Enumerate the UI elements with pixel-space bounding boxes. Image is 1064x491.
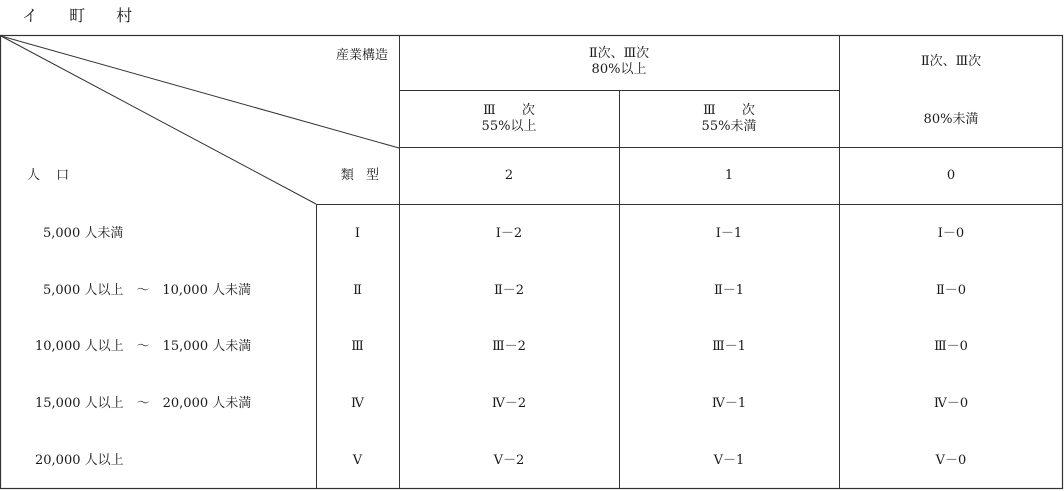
- header-group-80-under-bottom: 80%未満: [923, 112, 979, 127]
- category-cell: Ⅳ－2: [491, 396, 527, 411]
- header-code-0: 0: [946, 168, 956, 183]
- category-cell: Ⅲ－1: [712, 339, 746, 354]
- category-cell: Ⅴ－0: [935, 453, 967, 468]
- type-code: Ⅴ: [352, 453, 363, 468]
- header-tertiary-55-under: Ⅲ 次 55%未満: [701, 103, 757, 134]
- population-label: 人 口: [27, 168, 70, 183]
- category-cell: Ⅴ－2: [493, 453, 525, 468]
- population-range: 20,000 人以上: [35, 453, 124, 468]
- category-cell: Ⅱ－1: [713, 283, 745, 298]
- population-range: 5,000 人未満: [43, 226, 124, 241]
- type-code: Ⅳ: [351, 396, 364, 411]
- type-code: Ⅰ: [354, 226, 361, 241]
- category-cell: Ⅰ－2: [495, 226, 523, 241]
- document-title: イ 町 村: [22, 6, 133, 25]
- header-group-80-over: Ⅱ次、Ⅲ次 80%以上: [588, 46, 650, 77]
- category-cell: Ⅴ－1: [713, 453, 745, 468]
- population-range: 5,000 人以上 ～ 10,000 人未満: [43, 283, 251, 298]
- type-code: Ⅲ: [351, 339, 364, 354]
- header-code-2: 2: [504, 168, 514, 183]
- header-tertiary-55-over: Ⅲ 次 55%以上: [481, 103, 537, 134]
- category-cell: Ⅳ－0: [933, 396, 969, 411]
- category-cell: Ⅰ－0: [937, 226, 965, 241]
- header-code-1: 1: [724, 168, 734, 183]
- category-cell: Ⅲ－0: [934, 339, 968, 354]
- population-range: 15,000 人以上 ～ 20,000 人未満: [35, 396, 252, 411]
- category-cell: Ⅲ－2: [492, 339, 526, 354]
- category-cell: Ⅳ－1: [711, 396, 747, 411]
- population-range: 10,000 人以上 ～ 15,000 人未満: [35, 339, 252, 354]
- type-label: 類 型: [340, 168, 380, 183]
- category-cell: Ⅱ－2: [493, 283, 525, 298]
- type-code: Ⅱ: [353, 283, 362, 298]
- industry-structure-label: 産業構造: [335, 48, 388, 63]
- category-cell: Ⅱ－0: [935, 283, 967, 298]
- header-group-80-under-top: Ⅱ次、Ⅲ次: [920, 54, 982, 69]
- category-cell: Ⅰ－1: [715, 226, 743, 241]
